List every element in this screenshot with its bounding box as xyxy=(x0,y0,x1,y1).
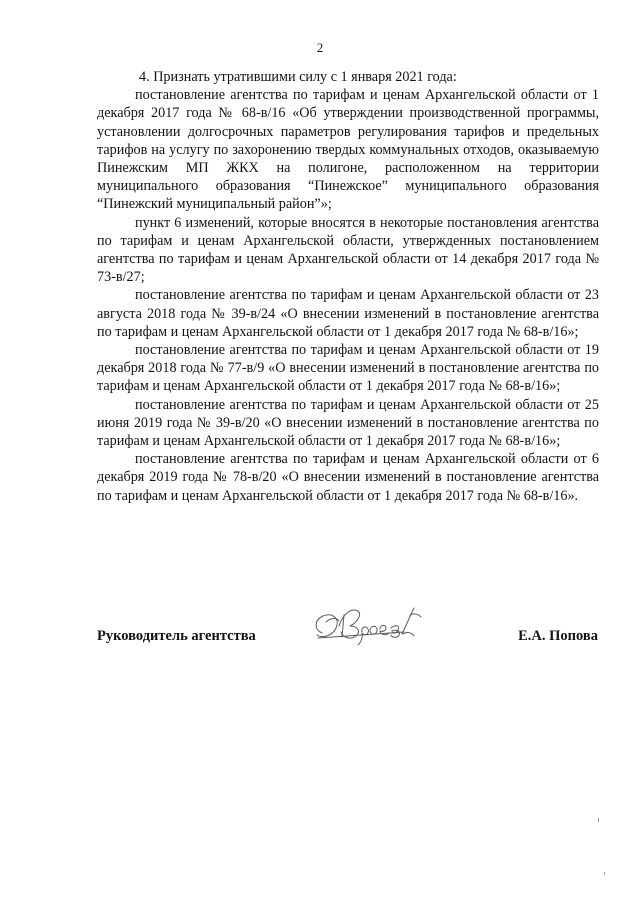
paragraph-repealed-act-1: постановление агентства по тарифам и ценам Архангельской области от 1 декабря 2017 года № 68-в/16 «Об утверждении производственной программы, установлении долгосрочных параметров регулирования тарифов и предельных тарифов на услугу по захоронению твердых коммунальных отходов, оказываемую Пинежским МП ЖКХ на полигоне, расположенном на территории муниципального образования “Пинежское” муниципального образования “Пинежский муниципальный район”»; xyxy=(97,87,599,213)
signatory-name: Е.А. Попова xyxy=(518,628,598,644)
handwritten-signature-icon xyxy=(306,602,431,654)
paragraph-repealed-act-6: постановление агентства по тарифам и ценам Архангельской области от 6 декабря 2019 года № 78-в/20 «О внесении изменений в постановление агентства по тарифам и ценам Архангельской области от 1 декабря 2017 года № 68-в/16». xyxy=(97,451,599,504)
paragraph-item-4: 4. Признать утратившими силу с 1 января 2021 года: xyxy=(139,69,457,85)
document-body xyxy=(97,68,599,505)
paragraph-repealed-act-5: постановление агентства по тарифам и ценам Архангельской области от 25 июня 2019 года № 39-в/20 «О внесении изменений в постановление агентства по тарифам и ценам Архангельской области от 1 декабря 2017 года № 68-в/16»; xyxy=(97,396,599,450)
paragraph-repealed-act-4: постановление агентства по тарифам и ценам Архангельской области от 19 декабря 2018 года № 77-в/9 «О внесении изменений в постановление агентства по тарифам и ценам Архангельской области от 1 декабря 2017 года № 68-в/16»; xyxy=(97,342,599,395)
page-number: 2 xyxy=(316,40,324,55)
paragraph-repealed-act-3: постановление агентства по тарифам и ценам Архангельской области от 23 августа 2018 года № 39-в/24 «О внесении изменений в постановление агентства по тарифам и ценам Архангельской области от 1 декабря 2017 года № 68-в/16»; xyxy=(97,287,599,340)
scan-artifact-mark xyxy=(598,818,599,822)
signatory-title: Руководитель агентства xyxy=(97,628,256,644)
paragraph-repealed-act-2: пункт 6 изменений, которые вносятся в некоторые постановления агентства по тарифам и ценам Архангельской области, утвержденных постановлением агентства по тарифам и ценам Архангельской области от 14 декабря 2017 года № 73-в/27; xyxy=(97,214,599,286)
scan-artifact-mark xyxy=(604,872,605,875)
